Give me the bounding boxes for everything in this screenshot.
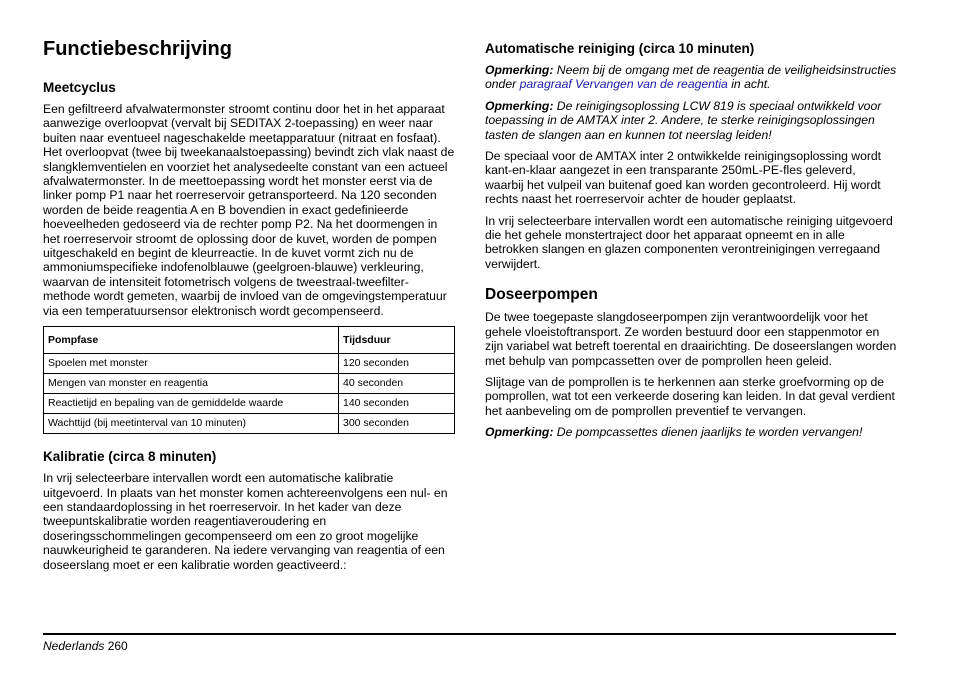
note-text: in acht. bbox=[727, 77, 771, 92]
doseerpompen-heading: Doseerpompen bbox=[485, 286, 598, 304]
note-label: Opmerking: bbox=[485, 425, 554, 440]
table-row bbox=[44, 374, 455, 394]
table-cell: Reactietijd en bepaling van de gemiddelde waarde bbox=[44, 394, 339, 414]
page-number: 260 bbox=[104, 639, 128, 653]
footer-language: Nederlands bbox=[43, 639, 105, 653]
pump-phase-table bbox=[43, 326, 455, 434]
reiniging-paragraph: De speciaal voor de AMTAX inter 2 ontwikkelde reinigingsoplossing wordt kant-en-klaar aangezet in een transparante 250mL-PE-fles geleverd, waarbij het vulpeil van buitenaf goed kan worden gecontroleerd. Hij wordt rechts naast het roerreservoir achter de houder geplaatst. bbox=[485, 149, 882, 207]
kalibratie-text: In vrij selecteerbare intervallen wordt een automatische kalibratie uitgevoerd. In plaats van het monster komen achtereenvolgens een nul- en een standaardoplossing in het roerreservoir. In het kader van deze tweepuntskalibratie worden reagentiaveroudering en doseringsschommelingen gecompenseerd om een zo groot mogelijke nauwkeurigheid te garanderen. Na iedere vervanging van reagentia of een doseerslang moet er een kalibratie worden geactiveerd.: bbox=[43, 471, 448, 572]
note-text: De reinigingsoplossing LCW 819 is speciaal ontwikkeld voor toepassing in de AMTAX inter 2. Andere, te sterke reinigingsoplossingen tasten de slangen aan en kunnen tot neerslag leiden! bbox=[485, 98, 882, 142]
page-title: Functiebeschrijving bbox=[43, 38, 232, 60]
kalibratie-heading: Kalibratie (circa 8 minuten) bbox=[43, 449, 217, 465]
reiniging-heading: Automatische reiniging (circa 10 minuten) bbox=[485, 41, 755, 56]
footer-divider bbox=[43, 633, 896, 635]
note-label: Opmerking: bbox=[485, 63, 554, 77]
table-cell: 120 seconden bbox=[339, 354, 455, 374]
note-text: De pompcassettes dienen jaarlijks te worden vervangen! bbox=[553, 425, 863, 440]
table-row bbox=[44, 414, 455, 434]
table-cell: 140 seconden bbox=[339, 394, 455, 414]
table-cell: 40 seconden bbox=[339, 374, 455, 394]
note-reagentia bbox=[485, 63, 897, 92]
doseerpompen-paragraph: Slijtage van de pomprollen is te herkennen aan sterke groefvorming op de pomprollen, wat tot een verkeerde dosering kan leiden. In dat geval verdient het aanbeveling om de pomprollen preventief te vervangen. bbox=[485, 374, 895, 418]
reiniging-paragraph: In vrij selecteerbare intervallen wordt een automatische reiniging uitgevoerd die het gehele monstertraject door het apparaat opneemt en in alle betrokken slangen en glazen componenten verontreinigingen verregaand verwijdert. bbox=[485, 213, 893, 271]
table-row bbox=[44, 394, 455, 414]
meetcyclus-text: Een gefiltreerd afvalwatermonster stroomt continu door het in het apparaat aanwezige overloopvat (vervalt bij SEDITAX 2-toepassing) en weer naar buiten naar eventueel nageschakelde meetapparatuur (nitraat en fosfaat). Het overloopvat (twee bij tweekanaalstoepassing) bevindt zich vlak naast de slangklemventielen en voorziet het analysedeelte constant van een actueel afvalwatermonster. In de meettoepassing wordt het monster eerst via de linker pomp P1 naar het roerreservoir getransporteerd. Na 120 seconden worden de beide reagentia A en B bovendien in exact gedefinieerde hoeveelheden gedoseerd via de rechter pomp P2. Na het doormengen in het roerreservoir stroomt de oplossing door de kuvet, worden de pompen uitgeschakeld en begint de kleurreactie. In de kuvet vormt zich nu de ammoniumspecifieke indofenolblauwe (geelgroen-blauwe) verkleuring, waarvan de intensiteit fotometrisch volgens de tweestraal-tweefilter-methode wordt gemeten, waarbij de invloed van de omgevingstemperatuur via een temperatuursensor elektronisch wordt gecompenseerd. bbox=[43, 102, 455, 318]
table-cell: Mengen van monster en reagentia bbox=[44, 374, 339, 394]
left-column bbox=[43, 36, 455, 579]
table-row bbox=[44, 354, 455, 374]
right-column bbox=[485, 36, 897, 447]
column-header-pompfase: Pompfase bbox=[44, 327, 339, 354]
note-pompcassettes bbox=[485, 425, 897, 439]
reagentia-link[interactable]: paragraaf Vervangen van de reagentia bbox=[519, 77, 728, 92]
note-reinigingsoplossing bbox=[485, 99, 897, 142]
table-cell: Spoelen met monster bbox=[44, 354, 339, 374]
note-label: Opmerking: bbox=[485, 98, 554, 113]
table-header-row bbox=[44, 327, 455, 354]
column-header-tijdsduur: Tijdsduur bbox=[339, 327, 455, 354]
meetcyclus-heading: Meetcyclus bbox=[43, 80, 116, 95]
table-cell: 300 seconden bbox=[339, 414, 455, 434]
note-text: Neem bij de omgang met de reagentia de veiligheidsinstructies onder bbox=[485, 63, 897, 92]
table-cell: Wachttijd (bij meetinterval van 10 minuten) bbox=[44, 414, 339, 434]
page-footer bbox=[43, 639, 128, 653]
doseerpompen-paragraph: De twee toegepaste slangdoseerpompen zijn verantwoordelijk voor het gehele vloeistoftransport. Ze worden bestuurd door een stappenmotor en zijn variabel wat betreft toerental en draairichting. De doseerslangen worden met behulp van pompcassetten over de pomprollen heen geleid. bbox=[485, 310, 897, 368]
